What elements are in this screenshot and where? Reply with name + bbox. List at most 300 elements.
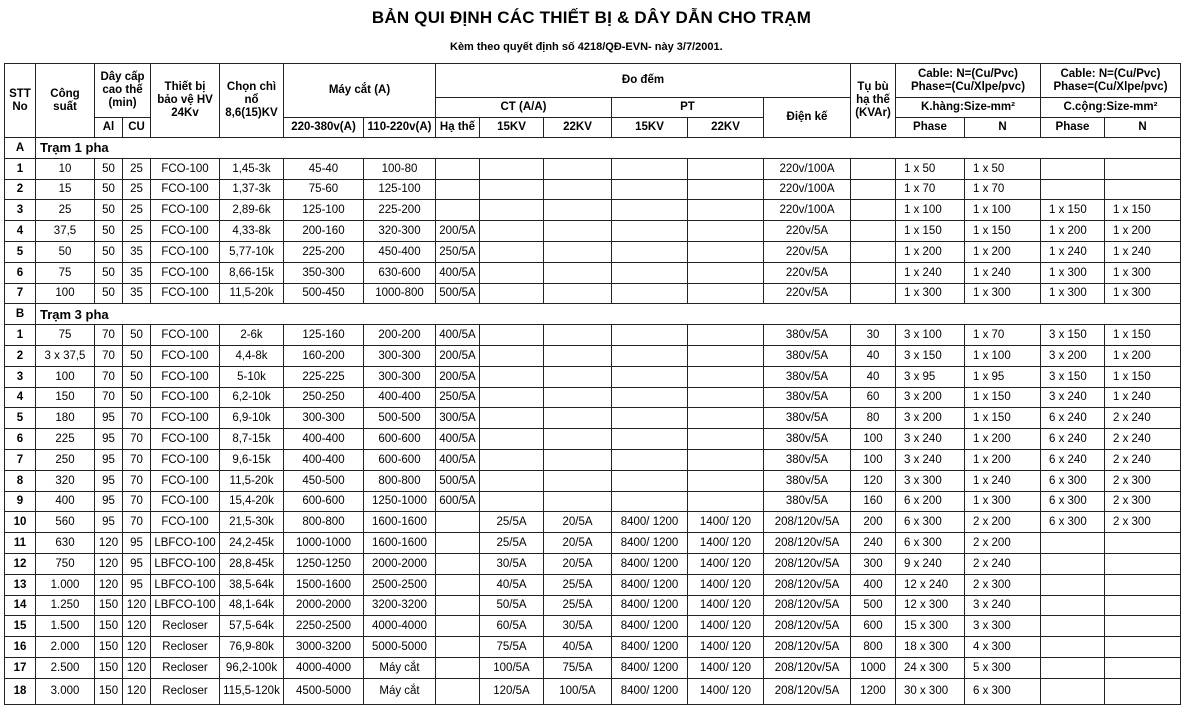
cell-chon-chi: 2-6k — [220, 325, 284, 346]
cell-may-cat-220-380: 1500-1600 — [284, 574, 364, 595]
cell-k-hang-phase: 30 x 300 — [896, 678, 965, 704]
cell-may-cat-220-380: 300-300 — [284, 408, 364, 429]
cell-thiet-bi: FCO-100 — [151, 283, 220, 304]
cell-al: 50 — [95, 158, 123, 179]
cell-k-hang-phase: 12 x 300 — [896, 595, 965, 616]
cell-k-hang-phase: 1 x 50 — [896, 158, 965, 179]
header-stt: STT No — [5, 64, 36, 138]
cell-pt-15kv: 8400/ 1200 — [612, 616, 688, 637]
cell-may-cat-220-380: 4500-5000 — [284, 678, 364, 704]
cell-dien-ke: 208/120v/5A — [764, 637, 851, 658]
cell-cu: 50 — [123, 387, 151, 408]
cell-k-hang-phase: 6 x 300 — [896, 533, 965, 554]
header-ct-22kv: 22KV — [544, 118, 612, 138]
cell-stt: 6 — [5, 262, 36, 283]
cell-cong-suat: 15 — [36, 179, 95, 200]
cell-stt: 15 — [5, 616, 36, 637]
header-pt: PT — [612, 98, 764, 118]
cell-pt-15kv: 8400/ 1200 — [612, 657, 688, 678]
header-thiet-bi: Thiết bị bảo vệ HV 24Kv — [151, 64, 220, 138]
cell-ct-15kv: 120/5A — [480, 678, 544, 704]
cell-tu-bu: 300 — [851, 553, 896, 574]
cell-may-cat-110-220: 3200-3200 — [364, 595, 436, 616]
cell-ct-22kv: 25/5A — [544, 574, 612, 595]
cell-chon-chi: 5,77-10k — [220, 241, 284, 262]
cell-pt-15kv: 8400/ 1200 — [612, 574, 688, 595]
cell-may-cat-110-220: 100-80 — [364, 158, 436, 179]
cell-c-cong-phase: 6 x 300 — [1041, 470, 1105, 491]
header-ct-15kv: 15KV — [480, 118, 544, 138]
cell-c-cong-n: 1 x 150 — [1105, 200, 1181, 221]
cell-may-cat-220-380: 2250-2500 — [284, 616, 364, 637]
cell-tu-bu: 100 — [851, 429, 896, 450]
cell-may-cat-220-380: 1250-1250 — [284, 553, 364, 574]
cell-stt: 17 — [5, 657, 36, 678]
cell-c-cong-phase: 6 x 240 — [1041, 408, 1105, 429]
cell-thiet-bi: FCO-100 — [151, 345, 220, 366]
cell-pt-22kv — [688, 221, 764, 242]
cell-chon-chi: 9,6-15k — [220, 449, 284, 470]
cell-tu-bu: 1200 — [851, 678, 896, 704]
cell-tu-bu: 1000 — [851, 657, 896, 678]
header-ct: CT (A/A) — [436, 98, 612, 118]
cell-chon-chi: 1,45-3k — [220, 158, 284, 179]
table-row — [5, 408, 1181, 429]
cell-dien-ke: 208/120v/5A — [764, 678, 851, 704]
cell-chon-chi: 2,89-6k — [220, 200, 284, 221]
cell-tu-bu: 400 — [851, 574, 896, 595]
cell-tu-bu: 40 — [851, 366, 896, 387]
cell-c-cong-n: 2 x 300 — [1105, 491, 1181, 512]
cell-c-cong-phase: 6 x 300 — [1041, 512, 1105, 533]
cell-pt-15kv — [612, 387, 688, 408]
cell-al: 70 — [95, 387, 123, 408]
cell-c-cong-n: 2 x 300 — [1105, 512, 1181, 533]
cell-c-cong-phase: 3 x 150 — [1041, 366, 1105, 387]
cell-tu-bu: 600 — [851, 616, 896, 637]
cell-cong-suat: 180 — [36, 408, 95, 429]
cell-tu-bu: 240 — [851, 533, 896, 554]
cell-thiet-bi: FCO-100 — [151, 512, 220, 533]
header-cable-k-hang: Cable: N=(Cu/Pvc) Phase=(Cu/Xlpe/pvc) — [896, 64, 1041, 98]
cell-ct-15kv — [480, 345, 544, 366]
cell-thiet-bi: FCO-100 — [151, 241, 220, 262]
cell-tu-bu — [851, 221, 896, 242]
cell-dien-ke: 380v/5A — [764, 366, 851, 387]
cell-tu-bu: 100 — [851, 449, 896, 470]
header-tu-bu: Tụ bù hạ thế (KVAr) — [851, 64, 896, 138]
cell-c-cong-n: 2 x 240 — [1105, 408, 1181, 429]
cell-cong-suat: 1.250 — [36, 595, 95, 616]
header-cu: CU — [123, 118, 151, 138]
cell-pt-22kv — [688, 366, 764, 387]
cell-may-cat-220-380: 600-600 — [284, 491, 364, 512]
cell-ct-22kv: 30/5A — [544, 616, 612, 637]
cell-ct-22kv: 20/5A — [544, 533, 612, 554]
cell-pt-15kv — [612, 325, 688, 346]
cell-pt-22kv — [688, 158, 764, 179]
cell-k-hang-phase: 1 x 100 — [896, 200, 965, 221]
table-row — [5, 637, 1181, 658]
cell-c-cong-phase — [1041, 533, 1105, 554]
cell-k-hang-n: 6 x 300 — [965, 678, 1041, 704]
cell-may-cat-220-380: 500-450 — [284, 283, 364, 304]
cell-chon-chi: 8,7-15k — [220, 429, 284, 450]
table-row — [5, 366, 1181, 387]
cell-cu: 120 — [123, 595, 151, 616]
cell-ct-15kv: 30/5A — [480, 553, 544, 574]
cell-cu: 50 — [123, 366, 151, 387]
cell-ct-22kv — [544, 325, 612, 346]
cell-thiet-bi: FCO-100 — [151, 429, 220, 450]
cell-may-cat-110-220: 300-300 — [364, 366, 436, 387]
cell-c-cong-n: 1 x 240 — [1105, 387, 1181, 408]
cell-ct-22kv — [544, 200, 612, 221]
cell-pt-22kv — [688, 241, 764, 262]
table-row — [5, 221, 1181, 242]
table-row — [5, 491, 1181, 512]
cell-dien-ke: 220v/5A — [764, 241, 851, 262]
cell-al: 50 — [95, 221, 123, 242]
cell-ct-22kv: 20/5A — [544, 512, 612, 533]
cell-ct-15kv — [480, 283, 544, 304]
cell-ct-22kv — [544, 158, 612, 179]
cell-ct-22kv — [544, 408, 612, 429]
cell-ct-ha-the: 200/5A — [436, 366, 480, 387]
cell-stt: 8 — [5, 470, 36, 491]
cell-k-hang-n: 3 x 240 — [965, 595, 1041, 616]
cell-ct-ha-the: 250/5A — [436, 387, 480, 408]
cell-ct-22kv — [544, 283, 612, 304]
cell-cong-suat: 560 — [36, 512, 95, 533]
cell-c-cong-phase — [1041, 657, 1105, 678]
cell-dien-ke: 208/120v/5A — [764, 595, 851, 616]
cell-pt-22kv: 1400/ 120 — [688, 533, 764, 554]
cell-stt: 10 — [5, 512, 36, 533]
cell-ct-15kv — [480, 387, 544, 408]
cell-k-hang-n: 1 x 50 — [965, 158, 1041, 179]
cell-k-hang-n: 1 x 70 — [965, 179, 1041, 200]
table-row — [5, 595, 1181, 616]
cell-pt-15kv — [612, 221, 688, 242]
cell-thiet-bi: Recloser — [151, 657, 220, 678]
cell-cu: 25 — [123, 221, 151, 242]
cell-stt: 9 — [5, 491, 36, 512]
cell-may-cat-220-380: 75-60 — [284, 179, 364, 200]
cell-stt: 1 — [5, 158, 36, 179]
cell-ct-ha-the — [436, 595, 480, 616]
cell-cong-suat: 2.500 — [36, 657, 95, 678]
cell-ct-22kv — [544, 429, 612, 450]
cell-c-cong-n — [1105, 637, 1181, 658]
cell-ct-ha-the — [436, 533, 480, 554]
cell-thiet-bi: LBFCO-100 — [151, 574, 220, 595]
cell-may-cat-220-380: 800-800 — [284, 512, 364, 533]
cell-may-cat-110-220: 125-100 — [364, 179, 436, 200]
cell-stt: 5 — [5, 408, 36, 429]
cell-may-cat-220-380: 225-225 — [284, 366, 364, 387]
cell-k-hang-phase: 3 x 240 — [896, 449, 965, 470]
cell-pt-15kv — [612, 408, 688, 429]
cell-pt-15kv: 8400/ 1200 — [612, 533, 688, 554]
cell-cu: 95 — [123, 574, 151, 595]
cell-cu: 35 — [123, 283, 151, 304]
cell-al: 50 — [95, 241, 123, 262]
cell-ct-ha-the: 200/5A — [436, 345, 480, 366]
cell-may-cat-220-380: 4000-4000 — [284, 657, 364, 678]
cell-cong-suat: 50 — [36, 241, 95, 262]
cell-cu: 70 — [123, 512, 151, 533]
table-row — [5, 158, 1181, 179]
cell-k-hang-phase: 24 x 300 — [896, 657, 965, 678]
cell-c-cong-phase: 6 x 240 — [1041, 449, 1105, 470]
cell-cu: 25 — [123, 158, 151, 179]
cell-chon-chi: 15,4-20k — [220, 491, 284, 512]
cell-c-cong-n: 1 x 200 — [1105, 345, 1181, 366]
cell-may-cat-110-220: 1250-1000 — [364, 491, 436, 512]
cell-k-hang-phase: 9 x 240 — [896, 553, 965, 574]
cell-cong-suat: 75 — [36, 262, 95, 283]
cell-k-hang-n: 1 x 240 — [965, 470, 1041, 491]
cell-thiet-bi: FCO-100 — [151, 325, 220, 346]
cell-may-cat-110-220: Máy cắt — [364, 657, 436, 678]
cell-chon-chi: 38,5-64k — [220, 574, 284, 595]
table-row — [5, 241, 1181, 262]
cell-ct-15kv — [480, 491, 544, 512]
cell-al: 120 — [95, 533, 123, 554]
cell-ct-ha-the — [436, 657, 480, 678]
cell-c-cong-n: 1 x 150 — [1105, 325, 1181, 346]
cell-c-cong-phase — [1041, 553, 1105, 574]
cell-ct-ha-the: 250/5A — [436, 241, 480, 262]
cell-ct-22kv — [544, 345, 612, 366]
table-header — [5, 64, 1181, 138]
cell-chon-chi: 6,9-10k — [220, 408, 284, 429]
cell-pt-22kv: 1400/ 120 — [688, 553, 764, 574]
cell-stt: 11 — [5, 533, 36, 554]
cell-stt: 1 — [5, 325, 36, 346]
cell-k-hang-n: 1 x 150 — [965, 387, 1041, 408]
cell-may-cat-220-380: 225-200 — [284, 241, 364, 262]
cell-ct-15kv: 60/5A — [480, 616, 544, 637]
cell-tu-bu: 500 — [851, 595, 896, 616]
cell-stt: 3 — [5, 200, 36, 221]
cell-stt: 13 — [5, 574, 36, 595]
cell-pt-22kv: 1400/ 120 — [688, 616, 764, 637]
cell-chon-chi: 57,5-64k — [220, 616, 284, 637]
cell-dien-ke: 380v/5A — [764, 491, 851, 512]
cell-chon-chi: 11,5-20k — [220, 470, 284, 491]
cell-dien-ke: 208/120v/5A — [764, 533, 851, 554]
cell-may-cat-110-220: 630-600 — [364, 262, 436, 283]
cell-k-hang-phase: 1 x 200 — [896, 241, 965, 262]
cell-chon-chi: 4,4-8k — [220, 345, 284, 366]
cell-k-hang-n: 2 x 300 — [965, 574, 1041, 595]
cell-cong-suat: 100 — [36, 283, 95, 304]
table-row — [5, 200, 1181, 221]
cell-k-hang-n: 4 x 300 — [965, 637, 1041, 658]
cell-c-cong-phase: 3 x 240 — [1041, 387, 1105, 408]
cell-may-cat-220-380: 45-40 — [284, 158, 364, 179]
cell-k-hang-n: 1 x 240 — [965, 262, 1041, 283]
cell-stt: 6 — [5, 429, 36, 450]
cell-al: 50 — [95, 262, 123, 283]
cell-may-cat-110-220: 4000-4000 — [364, 616, 436, 637]
cell-al: 95 — [95, 408, 123, 429]
cell-c-cong-phase: 1 x 240 — [1041, 241, 1105, 262]
document-title: BẢN QUI ĐỊNH CÁC THIẾT BỊ & DÂY DẪN CHO TRẠM — [371, 8, 812, 27]
cell-tu-bu — [851, 262, 896, 283]
cell-pt-15kv — [612, 345, 688, 366]
cell-pt-22kv — [688, 200, 764, 221]
table-row — [5, 678, 1181, 704]
cell-ct-15kv: 40/5A — [480, 574, 544, 595]
cell-pt-22kv: 1400/ 120 — [688, 637, 764, 658]
header-chon-chi: Chọn chì nổ 8,6(15)KV — [220, 64, 284, 138]
cell-may-cat-220-380: 160-200 — [284, 345, 364, 366]
cell-al: 50 — [95, 179, 123, 200]
cell-dien-ke: 208/120v/5A — [764, 574, 851, 595]
cell-al: 95 — [95, 491, 123, 512]
cell-may-cat-110-220: Máy cắt — [364, 678, 436, 704]
cell-ct-15kv: 100/5A — [480, 657, 544, 678]
cell-ct-15kv — [480, 179, 544, 200]
cell-c-cong-phase — [1041, 574, 1105, 595]
cell-ct-22kv: 20/5A — [544, 553, 612, 574]
cell-c-cong-n: 1 x 300 — [1105, 283, 1181, 304]
cell-k-hang-n: 1 x 300 — [965, 491, 1041, 512]
cell-tu-bu — [851, 283, 896, 304]
cell-ct-15kv: 50/5A — [480, 595, 544, 616]
cell-cong-suat: 100 — [36, 366, 95, 387]
cell-chon-chi: 11,5-20k — [220, 283, 284, 304]
cell-dien-ke: 380v/5A — [764, 387, 851, 408]
cell-c-cong-n: 2 x 240 — [1105, 449, 1181, 470]
cell-dien-ke: 220v/100A — [764, 179, 851, 200]
cell-k-hang-n: 3 x 300 — [965, 616, 1041, 637]
cell-al: 120 — [95, 574, 123, 595]
cell-cu: 70 — [123, 408, 151, 429]
cell-k-hang-phase: 3 x 100 — [896, 325, 965, 346]
cell-ct-22kv — [544, 366, 612, 387]
cell-cong-suat: 250 — [36, 449, 95, 470]
cell-ct-22kv: 100/5A — [544, 678, 612, 704]
cell-c-cong-phase: 6 x 240 — [1041, 429, 1105, 450]
cell-cong-suat: 320 — [36, 470, 95, 491]
header-cable-c-cong: Cable: N=(Cu/Pvc) Phase=(Cu/Xlpe/pvc) — [1041, 64, 1181, 98]
cell-ct-ha-the — [436, 179, 480, 200]
cell-thiet-bi: FCO-100 — [151, 491, 220, 512]
cell-ct-ha-the: 600/5A — [436, 491, 480, 512]
cell-k-hang-n: 1 x 150 — [965, 408, 1041, 429]
cell-cu: 70 — [123, 470, 151, 491]
header-ct-ha-the: Hạ thế — [436, 118, 480, 138]
cell-c-cong-n: 1 x 150 — [1105, 366, 1181, 387]
cell-ct-ha-the: 500/5A — [436, 470, 480, 491]
cell-dien-ke: 220v/5A — [764, 262, 851, 283]
cell-k-hang-n: 1 x 200 — [965, 449, 1041, 470]
cell-pt-15kv — [612, 283, 688, 304]
cell-c-cong-n: 1 x 300 — [1105, 262, 1181, 283]
cell-tu-bu: 160 — [851, 491, 896, 512]
cell-tu-bu: 800 — [851, 637, 896, 658]
cell-pt-22kv — [688, 491, 764, 512]
header-c-cong-size: C.cộng:Size-mm² — [1041, 98, 1181, 118]
cell-ct-ha-the: 400/5A — [436, 262, 480, 283]
header-dien-ke: Điện kế — [764, 98, 851, 138]
cell-cu: 120 — [123, 678, 151, 704]
cell-may-cat-110-220: 1600-1600 — [364, 512, 436, 533]
cell-cu: 25 — [123, 200, 151, 221]
document-subtitle: Kèm theo quyết định số 4218/QĐ-EVN- này 3/7/2001. — [450, 41, 723, 53]
cell-ct-22kv — [544, 387, 612, 408]
cell-c-cong-n — [1105, 657, 1181, 678]
cell-pt-15kv — [612, 366, 688, 387]
cell-pt-22kv — [688, 408, 764, 429]
cell-chon-chi: 76,9-80k — [220, 637, 284, 658]
cell-c-cong-n — [1105, 574, 1181, 595]
section-title: Trạm 3 pha — [36, 304, 1181, 325]
cell-cong-suat: 3.000 — [36, 678, 95, 704]
cell-ct-ha-the — [436, 637, 480, 658]
cell-dien-ke: 220v/100A — [764, 200, 851, 221]
cell-cu: 50 — [123, 325, 151, 346]
cell-tu-bu — [851, 158, 896, 179]
cell-k-hang-phase: 18 x 300 — [896, 637, 965, 658]
cell-tu-bu: 40 — [851, 345, 896, 366]
cell-ct-ha-the: 200/5A — [436, 221, 480, 242]
cell-k-hang-phase: 3 x 150 — [896, 345, 965, 366]
cell-k-hang-phase: 3 x 240 — [896, 429, 965, 450]
cell-ct-15kv — [480, 408, 544, 429]
cell-k-hang-n: 1 x 95 — [965, 366, 1041, 387]
section-row — [5, 304, 1181, 325]
cell-c-cong-phase — [1041, 637, 1105, 658]
cell-k-hang-n: 1 x 200 — [965, 429, 1041, 450]
cell-thiet-bi: LBFCO-100 — [151, 553, 220, 574]
cell-may-cat-220-380: 200-160 — [284, 221, 364, 242]
cell-cong-suat: 630 — [36, 533, 95, 554]
cell-pt-15kv — [612, 262, 688, 283]
cell-ct-22kv — [544, 262, 612, 283]
cell-chon-chi: 8,66-15k — [220, 262, 284, 283]
cell-chon-chi: 5-10k — [220, 366, 284, 387]
equipment-spec-table — [4, 63, 1181, 705]
cell-dien-ke: 220v/5A — [764, 283, 851, 304]
cell-may-cat-110-220: 225-200 — [364, 200, 436, 221]
cell-may-cat-110-220: 1000-800 — [364, 283, 436, 304]
cell-pt-22kv: 1400/ 120 — [688, 678, 764, 704]
cell-pt-22kv: 1400/ 120 — [688, 595, 764, 616]
cell-c-cong-n — [1105, 533, 1181, 554]
cell-cong-suat: 1.500 — [36, 616, 95, 637]
section-letter: B — [5, 304, 36, 325]
cell-may-cat-110-220: 300-300 — [364, 345, 436, 366]
cell-c-cong-phase: 1 x 200 — [1041, 221, 1105, 242]
cell-c-cong-phase — [1041, 158, 1105, 179]
cell-k-hang-n: 2 x 200 — [965, 512, 1041, 533]
cell-stt: 5 — [5, 241, 36, 262]
cell-ct-22kv: 75/5A — [544, 657, 612, 678]
cell-ct-15kv — [480, 470, 544, 491]
table-row — [5, 574, 1181, 595]
cell-k-hang-phase: 3 x 95 — [896, 366, 965, 387]
cell-ct-22kv: 40/5A — [544, 637, 612, 658]
table-row — [5, 553, 1181, 574]
cell-dien-ke: 380v/5A — [764, 345, 851, 366]
cell-pt-22kv — [688, 283, 764, 304]
cell-k-hang-n: 5 x 300 — [965, 657, 1041, 678]
